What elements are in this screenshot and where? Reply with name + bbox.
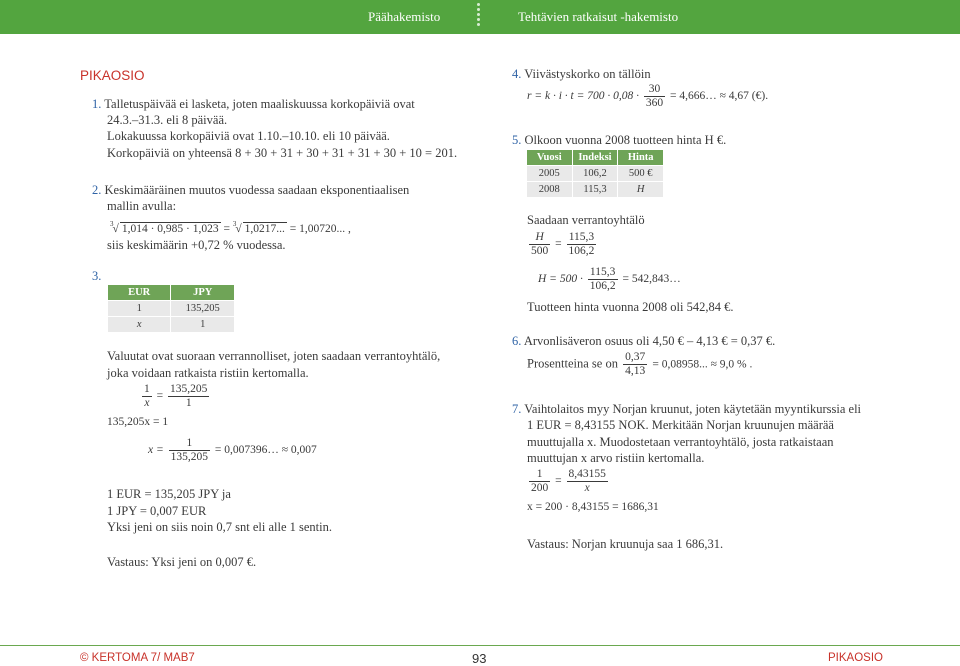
task-5-line-1: 5. Olkoon vuonna 2008 tuotteen hinta H €. — [512, 133, 727, 147]
nav-main-index-link[interactable]: Päähakemisto — [368, 9, 441, 24]
task-7-proportion-equation: $\frac{1}{200}$ = $\frac{8,43155}{x}$ — [531, 468, 606, 494]
currency-table-header-jpy: JPY — [171, 285, 235, 301]
task-7-line-1: 7. Vaihtolaitos myy Norjan kruunut, joten käytetään myyntikurssia eli — [512, 402, 862, 416]
task-3-proportion-equation: $\frac{1}{x}$ = $\frac{135,205}{1}$ — [144, 383, 208, 409]
table-cell: H — [618, 182, 664, 198]
section-heading: PIKAOSIO — [80, 68, 145, 83]
footer-section-name: PIKAOSIO — [828, 652, 883, 664]
footer-copyright: © KERTOMA 7/ MAB7 — [80, 652, 195, 664]
price-index-table — [526, 149, 664, 198]
nav-separator — [477, 3, 480, 31]
task-5-conclusion: Tuotteen hinta vuonna 2008 oli 542,84 €. — [527, 300, 734, 314]
task-7-number: 7. — [512, 402, 522, 416]
task-7-solution: x = 200 · 8,43155 = 1686,31 — [527, 501, 659, 513]
table-cell: 2005 — [527, 166, 573, 182]
table-cell: 2008 — [527, 182, 573, 198]
task-5-number: 5. — [512, 133, 522, 147]
table-cell: 115,3 — [572, 182, 618, 198]
task-3-paragraph-1: Valuutat ovat suoraan verrannolliset, joten saadaan verrantoyhtälö, — [107, 349, 441, 363]
table-row — [108, 301, 235, 317]
task-3-result-1: 1 EUR = 135,205 JPY ja — [107, 487, 231, 501]
price-index-header-index: Indeksi — [572, 150, 618, 166]
task-1-number: 1. — [92, 97, 102, 111]
task-1-line-2: 24.3.–31.3. eli 8 päivää. — [107, 113, 228, 127]
task-1-line-1: 1. Talletuspäivää ei lasketa, joten maaliskuussa korkopäiviä ovat — [92, 97, 415, 111]
table-cell: 1 — [171, 317, 235, 333]
table-cell: 1 — [108, 301, 171, 317]
table-row — [108, 317, 235, 333]
price-index-header-year: Vuosi — [527, 150, 573, 166]
table-cell: x — [108, 317, 171, 333]
task-1-line-3: Lokakuussa korkopäiviä ovat 1.10.–10.10. eli 10 päivää. — [107, 129, 390, 143]
task-3-cross-multiplied: 135,205x = 1 — [107, 416, 169, 428]
task-5-line-2: Saadaan verrantoyhtälö — [527, 213, 645, 227]
footer-divider — [0, 645, 960, 646]
table-cell: 135,205 — [171, 301, 235, 317]
task-1-line-4: Korkopäiviä on yhteensä 8 + 30 + 31 + 30 + 31 + 31 + 30 + 10 = 201. — [107, 146, 458, 160]
task-3-solution-equation: x = $\frac{1}{135,205}$ = 0,007396… ≈ 0,007 — [148, 437, 317, 463]
page-number: 93 — [472, 651, 487, 666]
task-2-number: 2. — [92, 183, 102, 197]
task-6-number: 6. — [512, 334, 522, 348]
task-7-line-4: muuttujan x arvo ristiin kertomalla. — [527, 451, 705, 465]
table-cell: 106,2 — [572, 166, 618, 182]
task-4-number: 4. — [512, 67, 522, 81]
nav-task-solutions-link[interactable]: Tehtävien ratkaisut -hakemisto — [518, 9, 679, 24]
task-3-paragraph-2: joka voidaan ratkaista ristiin kertomalla. — [107, 366, 309, 380]
task-6-equation: Prosentteina se on $\frac{0,37}{4,13}$ = 0,08958... ≈ 9,0 % . — [527, 351, 753, 377]
task-3-answer: Vastaus: Yksi jeni on 0,007 €. — [107, 555, 257, 569]
currency-table — [107, 284, 235, 333]
currency-table-header-eur: EUR — [108, 285, 171, 301]
task-2-line-2: mallin avulla: — [107, 199, 177, 213]
task-6-line-1: 6. Arvonlisäveron osuus oli 4,50 € – 4,13 € = 0,37 €. — [512, 334, 776, 348]
task-5-proportion-equation: $\frac{H}{500}$ = $\frac{115,3}{106,2}$ — [531, 231, 595, 257]
task-2-root-equation: $^3$√ 1,014 · 0,985 · 1,023 = $^3$√ 1,0217... = 1,00720... , — [110, 220, 351, 235]
table-row — [527, 182, 664, 198]
task-3-result-3: Yksi jeni on siis noin 0,7 snt eli alle 1 sentin. — [107, 520, 332, 534]
task-7-answer: Vastaus: Norjan kruunuja saa 1 686,31. — [527, 537, 724, 551]
task-2-line-1: 2. Keskimääräinen muutos vuodessa saadaan eksponentiaalisen — [92, 183, 410, 197]
price-index-header-price: Hinta — [618, 150, 664, 166]
task-2-conclusion: siis keskimäärin +0,72 % vuodessa. — [107, 238, 286, 252]
task-7-line-2: 1 EUR = 8,43155 NOK. Merkitään Norjan kruunujen määrää — [527, 418, 834, 432]
task-3-number: 3. — [92, 269, 102, 283]
task-3-result-2: 1 JPY = 0,007 EUR — [107, 504, 207, 518]
table-row — [527, 166, 664, 182]
top-nav-bar — [0, 0, 960, 34]
task-4-line-1: 4. Viivästyskorko on tällöin — [512, 67, 651, 81]
task-4-equation: r = k · i · t = 700 · 0,08 · $\frac{30}{360}$ = 4,666… ≈ 4,67 (€). — [527, 83, 769, 109]
task-5-solution-equation: H = 500 · $\frac{115,3}{106,2}$ = 542,843… — [538, 266, 681, 292]
task-7-line-3: muuttujalla x. Muodostetaan verrantoyhtälö, josta ratkaistaan — [527, 435, 834, 449]
table-cell: 500 € — [618, 166, 664, 182]
